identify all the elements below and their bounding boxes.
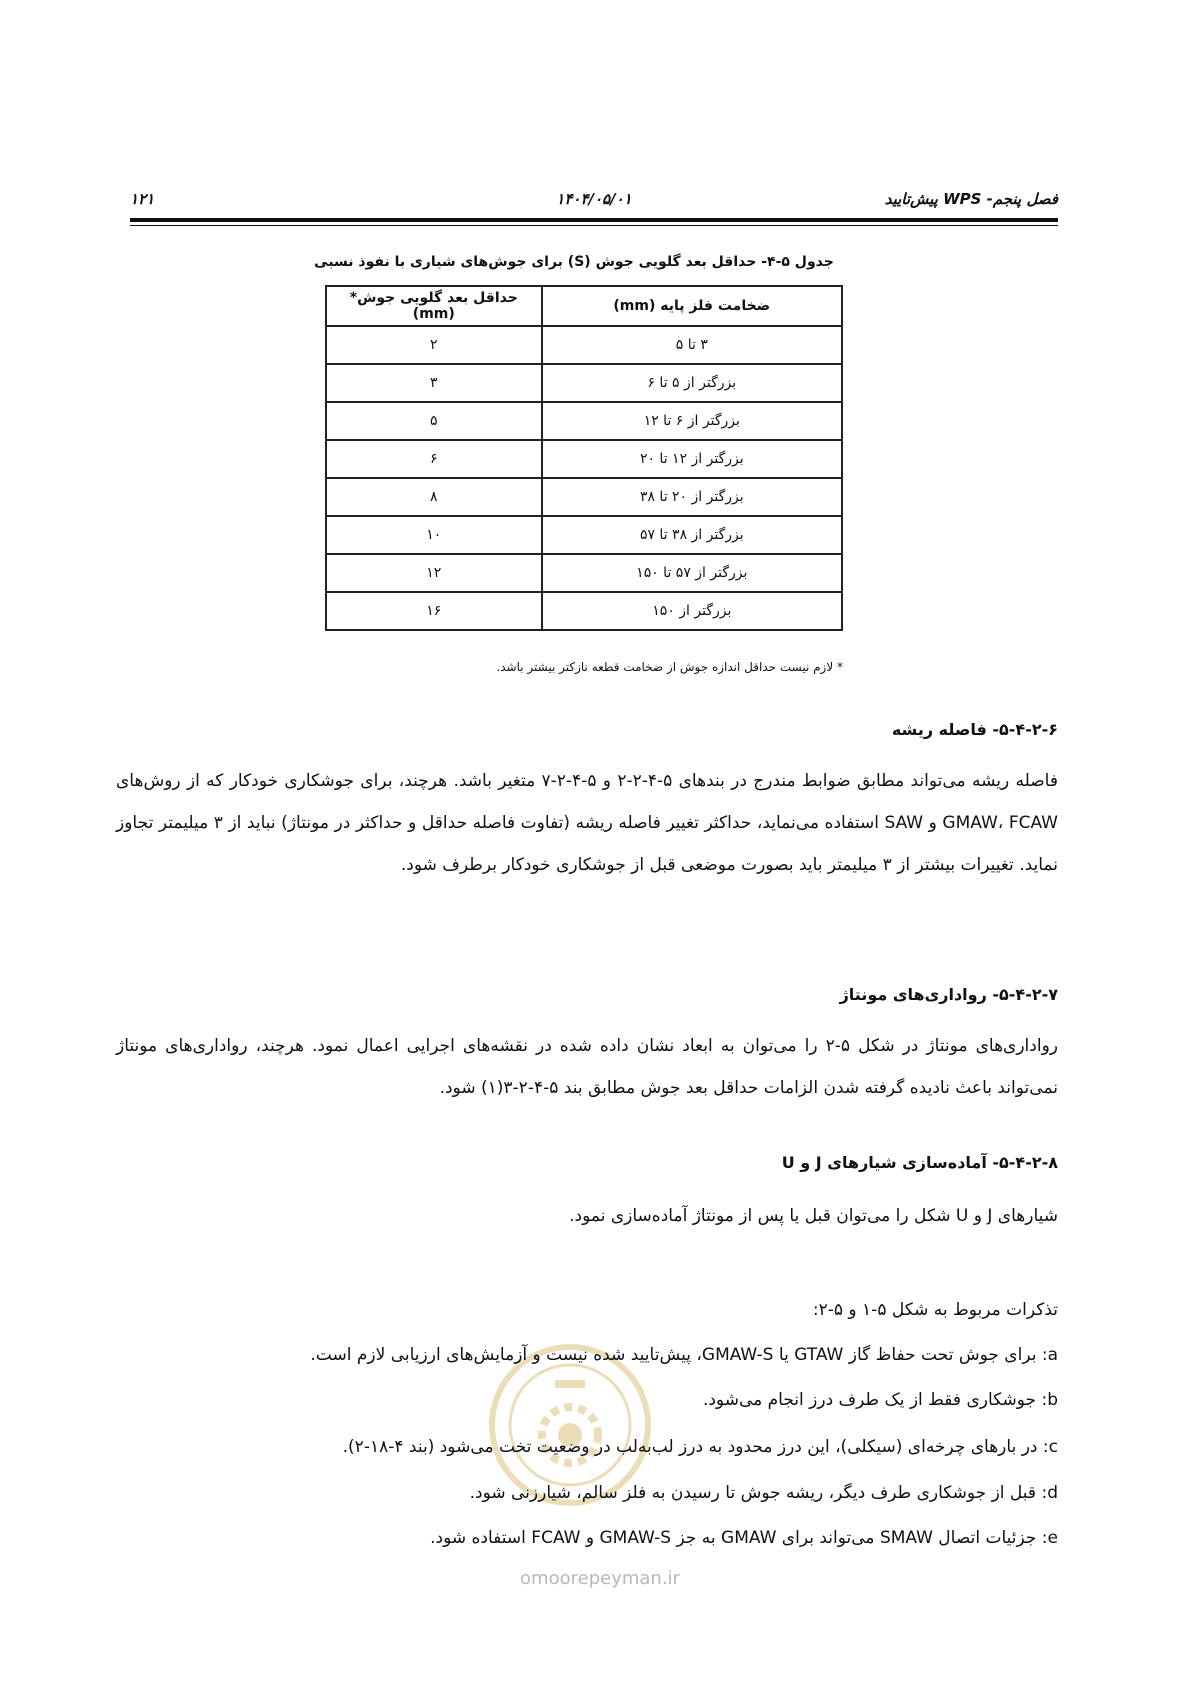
table-cell: ۲ [326,326,542,364]
table-cell: بزرگتر از ۵۷ تا ۱۵۰ [542,554,842,592]
note-item [130,1390,1058,1410]
table-cell: بزرگتر از ۱۵۰ [542,592,842,630]
note-item [130,1528,1058,1548]
section-heading-root-opening: ۵-۴-۲-۶- فاصله ریشه [891,720,1058,739]
note-label: a: [1041,1345,1058,1365]
table-row [326,478,842,516]
table-row [326,364,842,402]
note-text: برای جوش تحت حفاظ گاز GTAW یا GMAW-S، پیش‌تایید شده نیست و آزمایش‌های ارزیابی لازم است. [310,1345,1037,1365]
table-footnote: * لازم نیست حداقل اندازه جوش از ضخامت قطعه نازکتر بیشتر باشد. [496,660,843,674]
table-cell: بزرگتر از ۳۸ تا ۵۷ [542,516,842,554]
note-item [130,1437,1058,1457]
paragraph-fitup-tolerances: رواداری‌های مونتاژ در شکل ۵-۲ را می‌توان به ابعاد نشان داده شده در نقشه‌های اجرایی اعمال نمود. هرچند، رواداری‌های مونتاژ نمی‌تواند باعث نادیده گرفته شدن الزامات حداقل بعد جوش مطابق بند ۵-۴-۲-۳(۱) شود. [116,1036,1058,1098]
section-heading-groove-preparation: ۵-۴-۲-۸- آماده‌سازی شیارهای J و U [781,1153,1058,1172]
table-row [326,554,842,592]
table-header-cell: ضخامت فلز پایه (mm) [542,286,842,326]
table-cell: ۸ [326,478,542,516]
paragraph-root-opening: فاصله ریشه می‌تواند مطابق ضوابط مندرج در بندهای ۵-۴-۲-۲ و ۵-۴-۲-۷ متغیر باشد. هرچند، برای جوشکاری خودکار که از روش‌های GMAW، FCAW و SAW استفاده می‌نماید، حداکثر تغییر فاصله ریشه (تفاوت فاصله حداقل و حداکثر در مونتاژ) نباید از ۳ میلیمتر تجاوز نماید. تغییرات بیشتر از ۳ میلیمتر باید بصورت موضعی قبل از جوشکاری خودکار برطرف شود. [116,771,1058,875]
table-row [326,402,842,440]
note-item [130,1483,1058,1503]
note-label: c: [1042,1437,1058,1457]
page-number: ۱۲۱ [130,190,155,208]
note-text: جزئیات اتصال SMAW می‌تواند برای GMAW به جز GMAW-S و FCAW استفاده شود. [430,1528,1037,1548]
table-row [326,326,842,364]
note-text: جوشکاری فقط از یک طرف درز انجام می‌شود. [702,1390,1037,1410]
table-row [326,592,842,630]
note-label: b: [1041,1390,1058,1410]
chapter-title: فصل پنجم- WPS پیش‌تایید [884,190,1058,208]
table-cell: بزرگتر از ۵ تا ۶ [542,364,842,402]
paragraph-groove-preparation: شیارهای J و U شکل را می‌توان قبل یا پس از مونتاژ آماده‌سازی نمود. [569,1206,1058,1226]
table-row [326,516,842,554]
table-cell: بزرگتر از ۶ تا ۱۲ [542,402,842,440]
note-text: در بارهای چرخه‌ای (سیکلی)، این درز محدود به درز لب‌به‌لب در وضعیت تخت می‌شود (بند ۴-۱۸-۲). [342,1437,1038,1457]
table-cell: ۶ [326,440,542,478]
table-header-cell: حداقل بعد گلویی جوش* (mm) [326,286,542,326]
table-cell: ۵ [326,402,542,440]
table-cell: ۱۲ [326,554,542,592]
page-header [130,186,1058,216]
watermark-url: omoorepeyman.ir [520,1568,680,1589]
table-cell: ۱۰ [326,516,542,554]
table-cell: بزرگتر از ۱۲ تا ۲۰ [542,440,842,478]
section-heading-fitup-tolerances: ۵-۴-۲-۷- رواداری‌های مونتاژ [839,985,1058,1004]
throat-size-table [325,285,843,631]
header-rule-thick [130,218,1058,222]
table-header-row [326,286,842,326]
notes-title: تذکرات مربوط به شکل ۵-۱ و ۵-۲: [812,1300,1058,1320]
header-rule-thin [130,225,1058,226]
note-label: d: [1041,1483,1058,1503]
note-item [130,1345,1058,1365]
table-cell: ۳ تا ۵ [542,326,842,364]
table-row [326,440,842,478]
header-date: ۱۴۰۴/۰۵/۰۱ [556,190,632,208]
table-cell: بزرگتر از ۲۰ تا ۳۸ [542,478,842,516]
note-label: e: [1041,1528,1058,1548]
table-caption: جدول ۵-۴- حداقل بعد گلویی جوش (S) برای جوش‌های شیاری با نفوذ نسبی [314,254,834,270]
table-cell: ۳ [326,364,542,402]
note-text: قبل از جوشکاری طرف دیگر، ریشه جوش تا رسیدن به فلز سالم، شیارزنی شود. [469,1483,1037,1503]
table-cell: ۱۶ [326,592,542,630]
